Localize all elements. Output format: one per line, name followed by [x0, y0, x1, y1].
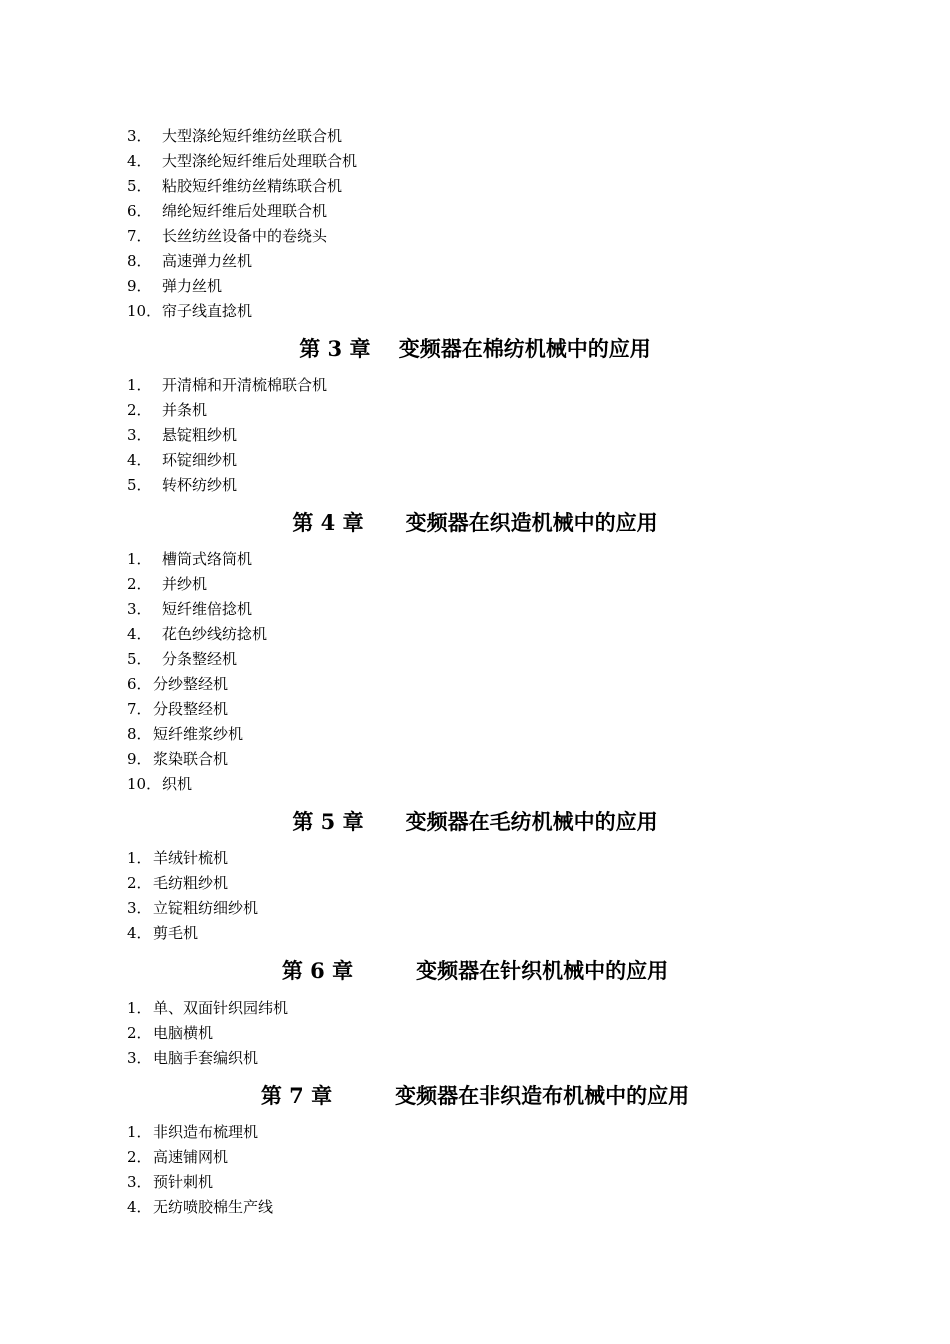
- item-number: 1．: [127, 849, 152, 867]
- list-chapter-3: [127, 373, 827, 498]
- list-section-2-continued: [127, 124, 827, 324]
- item-text: 开清棉和开清梳棉联合机: [162, 376, 328, 394]
- item-number: 7．: [127, 227, 152, 245]
- chapter-3-heading: 第 3 章 变频器在棉纺机械中的应用: [299, 336, 651, 361]
- list-item: [127, 697, 827, 722]
- item-text: 预针刺机: [153, 1173, 214, 1191]
- item-text: 并条机: [162, 401, 208, 419]
- item-text: 立锭粗纺细纱机: [153, 899, 259, 917]
- chapter-7-heading: 第 7 章 变频器在非织造布机械中的应用: [260, 1083, 690, 1108]
- list-chapter-5: [127, 846, 827, 946]
- list-item: [127, 1195, 827, 1220]
- list-item: [127, 1120, 827, 1145]
- item-text: 分段整经机: [153, 700, 229, 718]
- list-item: [127, 224, 827, 249]
- item-number: 2．: [127, 1024, 152, 1042]
- item-text: 短纤维倍捻机: [162, 600, 253, 618]
- item-number: 2．: [127, 401, 152, 419]
- list-item: [127, 572, 827, 597]
- list-chapter-4: [127, 547, 827, 797]
- list-item: [127, 149, 827, 174]
- item-text: 长丝纺丝设备中的卷绕头: [162, 227, 328, 245]
- item-number: 4．: [127, 1198, 152, 1216]
- item-text: 分条整经机: [162, 650, 238, 668]
- item-text: 电脑横机: [153, 1024, 214, 1042]
- item-number: 3．: [127, 1173, 152, 1191]
- item-text: 非织造布梳理机: [153, 1123, 259, 1141]
- item-number: 5．: [127, 177, 152, 195]
- item-text: 无纺喷胶棉生产线: [153, 1198, 274, 1216]
- item-number: 10．: [127, 302, 162, 320]
- list-item: [127, 174, 827, 199]
- item-text: 花色纱线纺捻机: [162, 625, 268, 643]
- item-text: 槽筒式络筒机: [162, 550, 253, 568]
- item-number: 9．: [127, 750, 152, 768]
- item-text: 毛纺粗纱机: [153, 874, 229, 892]
- list-item: [127, 647, 827, 672]
- item-number: 3．: [127, 426, 152, 444]
- item-text: 分纱整经机: [153, 675, 229, 693]
- list-item: [127, 896, 827, 921]
- item-number: 4．: [127, 152, 152, 170]
- item-text: 羊绒针梳机: [153, 849, 229, 867]
- item-number: 5．: [127, 650, 152, 668]
- item-text: 帘子线直捻机: [162, 302, 253, 320]
- list-item: [127, 124, 827, 149]
- item-number: 4．: [127, 924, 152, 942]
- chapter-6-heading: 第 6 章 变频器在针织机械中的应用: [281, 958, 669, 983]
- list-item: [127, 199, 827, 224]
- list-chapter-7: [127, 1120, 827, 1220]
- item-text: 悬锭粗纱机: [162, 426, 238, 444]
- item-number: 1．: [127, 550, 152, 568]
- item-number: 3．: [127, 127, 152, 145]
- list-item: [127, 622, 827, 647]
- item-number: 4．: [127, 451, 152, 469]
- list-item: [127, 672, 827, 697]
- list-item: [127, 597, 827, 622]
- item-number: 3．: [127, 600, 152, 618]
- list-item: [127, 1046, 827, 1071]
- item-number: 4．: [127, 625, 152, 643]
- item-number: 3．: [127, 899, 152, 917]
- list-item: [127, 473, 827, 498]
- list-item: [127, 871, 827, 896]
- item-text: 电脑手套编织机: [153, 1049, 259, 1067]
- list-item: [127, 299, 827, 324]
- item-number: 2．: [127, 575, 152, 593]
- chapter-4-heading: 第 4 章 变频器在织造机械中的应用: [292, 510, 658, 535]
- item-number: 1．: [127, 376, 152, 394]
- list-chapter-6: [127, 996, 827, 1071]
- list-item: [127, 846, 827, 871]
- item-text: 浆染联合机: [153, 750, 229, 768]
- list-item: [127, 722, 827, 747]
- item-text: 短纤维浆纱机: [153, 725, 244, 743]
- item-number: 2．: [127, 874, 152, 892]
- list-item: [127, 921, 827, 946]
- list-item: [127, 547, 827, 572]
- item-text: 织机: [162, 775, 193, 793]
- item-number: 9．: [127, 277, 152, 295]
- item-text: 绵纶短纤维后处理联合机: [162, 202, 328, 220]
- item-text: 大型涤纶短纤维纺丝联合机: [162, 127, 343, 145]
- item-text: 弹力丝机: [162, 277, 223, 295]
- item-number: 1．: [127, 999, 152, 1017]
- list-item: [127, 1145, 827, 1170]
- item-text: 转杯纺纱机: [162, 476, 238, 494]
- list-item: [127, 772, 827, 797]
- item-text: 并纱机: [162, 575, 208, 593]
- list-item: [127, 1021, 827, 1046]
- item-text: 单、双面针织园纬机: [153, 999, 289, 1017]
- item-text: 环锭细纱机: [162, 451, 238, 469]
- item-number: 8．: [127, 725, 152, 743]
- list-item: [127, 747, 827, 772]
- item-number: 8．: [127, 252, 152, 270]
- list-item: [127, 996, 827, 1021]
- item-text: 高速铺网机: [153, 1148, 229, 1166]
- item-number: 6．: [127, 202, 152, 220]
- chapter-5-heading: 第 5 章 变频器在毛纺机械中的应用: [292, 809, 658, 834]
- list-item: [127, 249, 827, 274]
- item-number: 6．: [127, 675, 152, 693]
- item-number: 5．: [127, 476, 152, 494]
- item-number: 3．: [127, 1049, 152, 1067]
- item-number: 7．: [127, 700, 152, 718]
- item-number: 10．: [127, 775, 162, 793]
- list-item: [127, 274, 827, 299]
- item-text: 剪毛机: [153, 924, 199, 942]
- item-number: 1．: [127, 1123, 152, 1141]
- item-number: 2．: [127, 1148, 152, 1166]
- list-item: [127, 373, 827, 398]
- item-text: 高速弹力丝机: [162, 252, 253, 270]
- list-item: [127, 398, 827, 423]
- list-item: [127, 423, 827, 448]
- item-text: 粘胶短纤维纺丝精练联合机: [162, 177, 343, 195]
- list-item: [127, 1170, 827, 1195]
- list-item: [127, 448, 827, 473]
- item-text: 大型涤纶短纤维后处理联合机: [162, 152, 358, 170]
